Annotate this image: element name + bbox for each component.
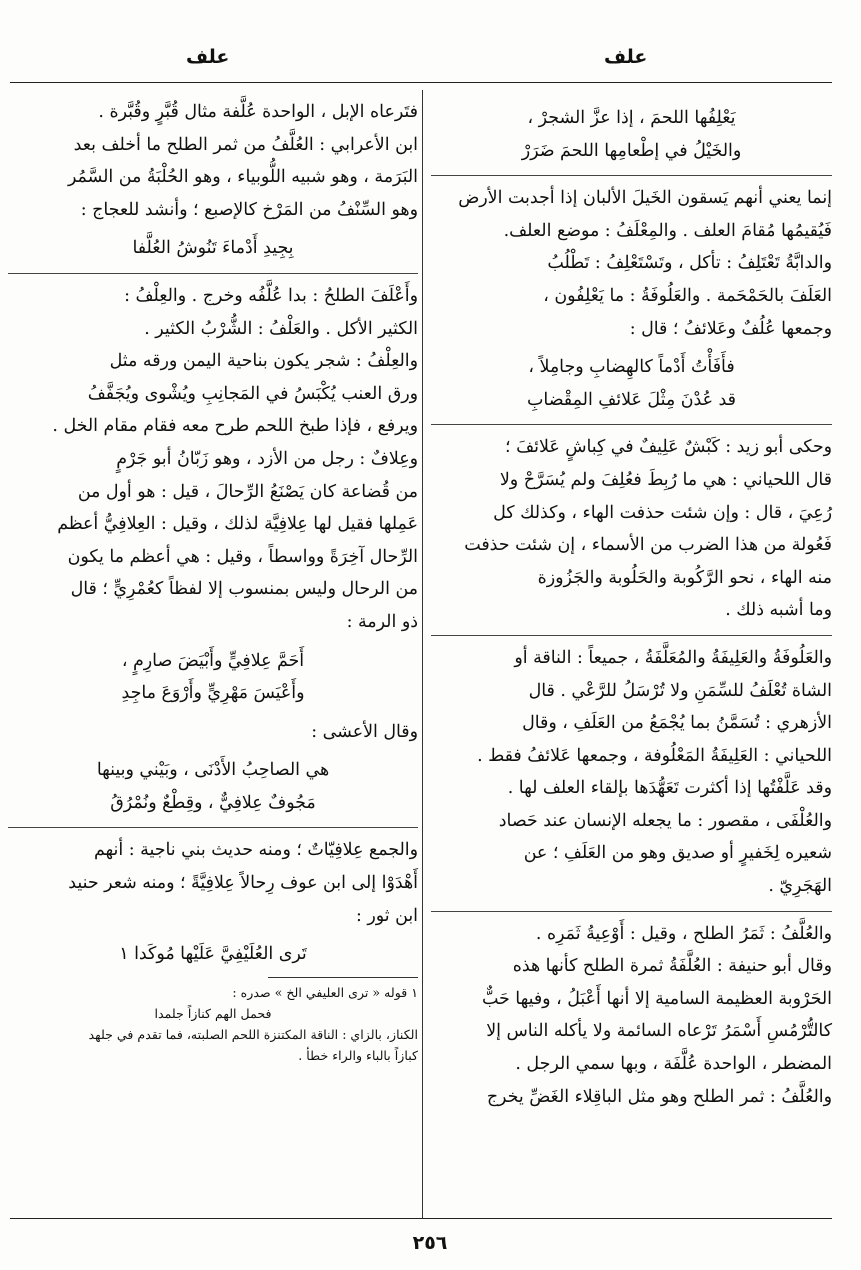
verse-line: وأَعْيَسَ مَهْرِيٍّ وأَرْوَعَ ماجِدِ (121, 683, 305, 704)
top-rule (10, 82, 832, 83)
text-line: الشاة تُعْلَفُ للسِّمَنِ ولا تُرْسَلُ للرَّعْي . قال (528, 680, 832, 701)
footnote-line: فحمل الهم كنازاً جلمدا (154, 1005, 272, 1021)
verse-block (431, 351, 832, 416)
separator (8, 273, 418, 274)
footnote-rule (268, 977, 418, 978)
text-line: منه الهاء ، نحو الرَّكُوبة والحَلُوبة والجَزُوزة (537, 567, 832, 588)
text-line: فَعُولة من هذا الضرب من الأسماء ، إن شئت حذفت (464, 535, 832, 556)
left-column (8, 96, 418, 1066)
text-line: فتَرعاه الإبل ، الواحدة عُلَّفة مثال قُبَّرٍ وقُبَّرة . (98, 102, 418, 122)
verse-line: قد عُدْنَ مِثْلَ عَلائفِ المِقْضابِ (527, 389, 736, 410)
verse-line: يَعْلِفُها اللحمَ ، إذا عزَّ الشجرْ ، (527, 108, 736, 128)
text-line: ذو الرمة : (346, 611, 418, 632)
verse-line: فأَفَأْتُ أَدْماً كالهِضابِ وجامِلاً ، (528, 357, 735, 378)
verse-line: مَجُوفٌ عِلافِيٌّ ، وقِطْعٌ ونُمْرُقُ (110, 792, 316, 813)
text-line: وقد عَلَّفْتُها إذا أكثرت تَعَهُّدَها بإلقاء العلف لها . (507, 778, 832, 799)
running-head-right: علف (604, 46, 648, 68)
verse-block (8, 645, 418, 710)
verse-block (431, 102, 832, 167)
text-line: الهَجَرِيّ . (768, 876, 832, 897)
text-line: شعيره لِخَفيرٍ أو صديق وهو من العَلَفِ ؛ عن (523, 843, 832, 864)
text-line: وأَعْلَفَ الطلحُ : بدا عُلَّفُه وخرج . والعِلْفُ : (124, 285, 418, 306)
text-line: عَمِلها فقيل لها عِلافِيَّة لذلك ، وقيل : العِلافِيُّ أعظم (57, 514, 418, 535)
text-line: والعِلْفُ : شجر يكون بناحية اليمن ورقه مثل (109, 351, 418, 372)
text-line: البَرَمة ، وهو شبيه اللُّوبياء ، وهو الحُلْبَةُ من السَّمُر (67, 167, 418, 188)
text-line: والعُلَّفُ : ثمر الطلح وهو مثل الباقِلاء الغَضِّ يخرج (486, 1086, 832, 1107)
text-line: وحكى أبو زيد : كَبْشٌ عَلِيفٌ في كِباشٍ عَلائفَ ؛ (505, 437, 832, 458)
text-line: الرِّحال آخِرَةً وواسطاً ، وقيل : هي أعظم ما يكون (67, 546, 418, 567)
text-line: وهو السِّنْفُ من المَرْخ كالإصبع ؛ وأنشد للعجاج : (80, 199, 418, 220)
text-line: العَلَفَ بالحَمْحَمة . والعَلُوفَةُ : ما يَعْلِفُون ، (543, 285, 832, 306)
text-line: أَهْدَوْا إلى ابن عوف رِحالاً عِلافِيَّةً ؛ ومنه شعر حنيد (68, 873, 418, 894)
verse-line: أَحَمَّ عِلافِيٍّ وأَبْيَضَ صارِمٍ ، (121, 650, 305, 671)
verse-block (8, 232, 418, 265)
text-line: من قُضاعة كان يَصْنَعُ الرِّحالَ ، قيل : هو أول من (77, 481, 418, 502)
text-line: ورق العنب يُكْبَسُ في المَجانِبِ ويُشْوى ويُجَفَّفُ (87, 383, 418, 404)
text-line: كالتُّرْمُسِ أَسْمَرُ تَرْعاه السائمة ولا يأكله الناس إلا (486, 1021, 832, 1042)
verse-line: تَرى العُلَيْفِيَّ عَلَيْها مُوكَدا ١ (119, 944, 307, 965)
text-line: والجمع عِلافِيّاتٌ ؛ ومنه حديث بني ناجية : أنهم (93, 840, 418, 861)
text-line: إنما يعني أنهم يَسقون الخَيلَ الألبان إذا أجدبت الأرض (458, 188, 832, 209)
text-line: والعُلْفَى ، مقصور : ما يجعله الإنسان عند حَصاد (498, 810, 832, 831)
separator (431, 175, 832, 176)
footnote-line: ١ قوله « ترى العليفي الخ » صدره : (232, 984, 418, 1000)
footnote (8, 982, 418, 1066)
text-line: الحَرْوبة العظيمة السامية إلا أنها أَعْبَلُ ، وفيها حَبٌّ (481, 988, 832, 1009)
text-line: ابن ثور : (355, 905, 418, 926)
page-number: ٢٥٦ (412, 1232, 448, 1254)
verse-block (8, 938, 418, 971)
text-line: وقال أبو حنيفة : العُلَّفَةُ ثمرة الطلح كأنها هذه (512, 956, 832, 977)
separator (8, 827, 418, 828)
separator (431, 911, 832, 912)
verse-block (8, 754, 418, 819)
separator (431, 424, 832, 425)
text-line: والدابَّةُ تَعْتَلِفُ : تأكل ، وتَسْتَعْلِفُ : تَطْلُبُ (547, 253, 832, 274)
text-line: قال اللحياني : هي ما رُبِطَ فعُلِفَ ولم يُسَرَّحْ ولا (499, 469, 832, 490)
text-line: من الرحال وليس بمنسوب إلا لفظاً كعُمْرِيٍّ ؛ قال (70, 579, 418, 600)
separator (431, 635, 832, 636)
verse-line: والخَيْلُ في إطْعامِها اللحمَ ضَرَرْ (521, 140, 742, 161)
right-column (431, 96, 832, 1113)
text-line: الأزهري : تُسَمَّنُ بما يُجْمَعُ من العَلَفِ ، وقال (522, 713, 832, 734)
text-line: ويرفع ، فإذا طبخ اللحم طرح معه فقام مقام الخل . (52, 416, 418, 437)
text-line: وجمعها عُلُفٌ وعَلائفُ ؛ قال : (629, 318, 832, 339)
verse-line: هي الصاحِبُ الأَدْنَى ، وبَيْني وبينها (96, 760, 330, 781)
text-line: وقال الأعشى : (311, 721, 418, 742)
text-line: ابن الأعرابي : العُلَّفُ من ثمر الطلح ما أخلف بعد (73, 134, 418, 155)
text-line: والعُلَّفُ : ثَمَرُ الطلح ، وقيل : أَوْعِيةُ ثَمَرِه . (535, 923, 832, 944)
text-line: وعِلافٌ : رجل من الأزد ، وهو زَبّانُ أبو جَرْمٍ (116, 448, 418, 469)
text-line: المضطر ، الواحدة عُلَّفَة ، وبها سمي الرجل . (515, 1054, 832, 1075)
footnote-line: الكناز، بالزاي : الناقة المكتنزة اللحم الصلبته، فما تقدم في جلهد (88, 1026, 418, 1042)
text-line: والعَلُوفَةُ والعَلِيفَةُ والمُعَلَّفَةُ ، جميعاً : الناقة أو (514, 647, 832, 668)
column-divider (422, 90, 423, 1218)
bottom-rule (10, 1218, 832, 1219)
text-line: رُعِيَ ، قال : وإن شئت حذفت الهاء ، وكذلك كل (493, 502, 832, 523)
verse-line: بِجِيدِ أَدْماءَ تَنُوشُ العُلَّفا (132, 238, 294, 259)
text-line: فَيُقيمُها مُقامَ العلف . والمِعْلَفُ : موضع العلف. (503, 220, 832, 241)
running-head-left: علف (186, 46, 230, 68)
text-line: الكثير الأكل . والعَلْفُ : الشُّرْبُ الكثير . (144, 318, 418, 339)
footnote-line: كبازاً بالباء والراء خطأ . (298, 1047, 418, 1063)
text-line: اللحياني : العَلِيفَةُ المَعْلُوفة ، وجمعها عَلائفُ فقط . (477, 745, 832, 766)
text-line: وما أشبه ذلك . (725, 600, 832, 621)
